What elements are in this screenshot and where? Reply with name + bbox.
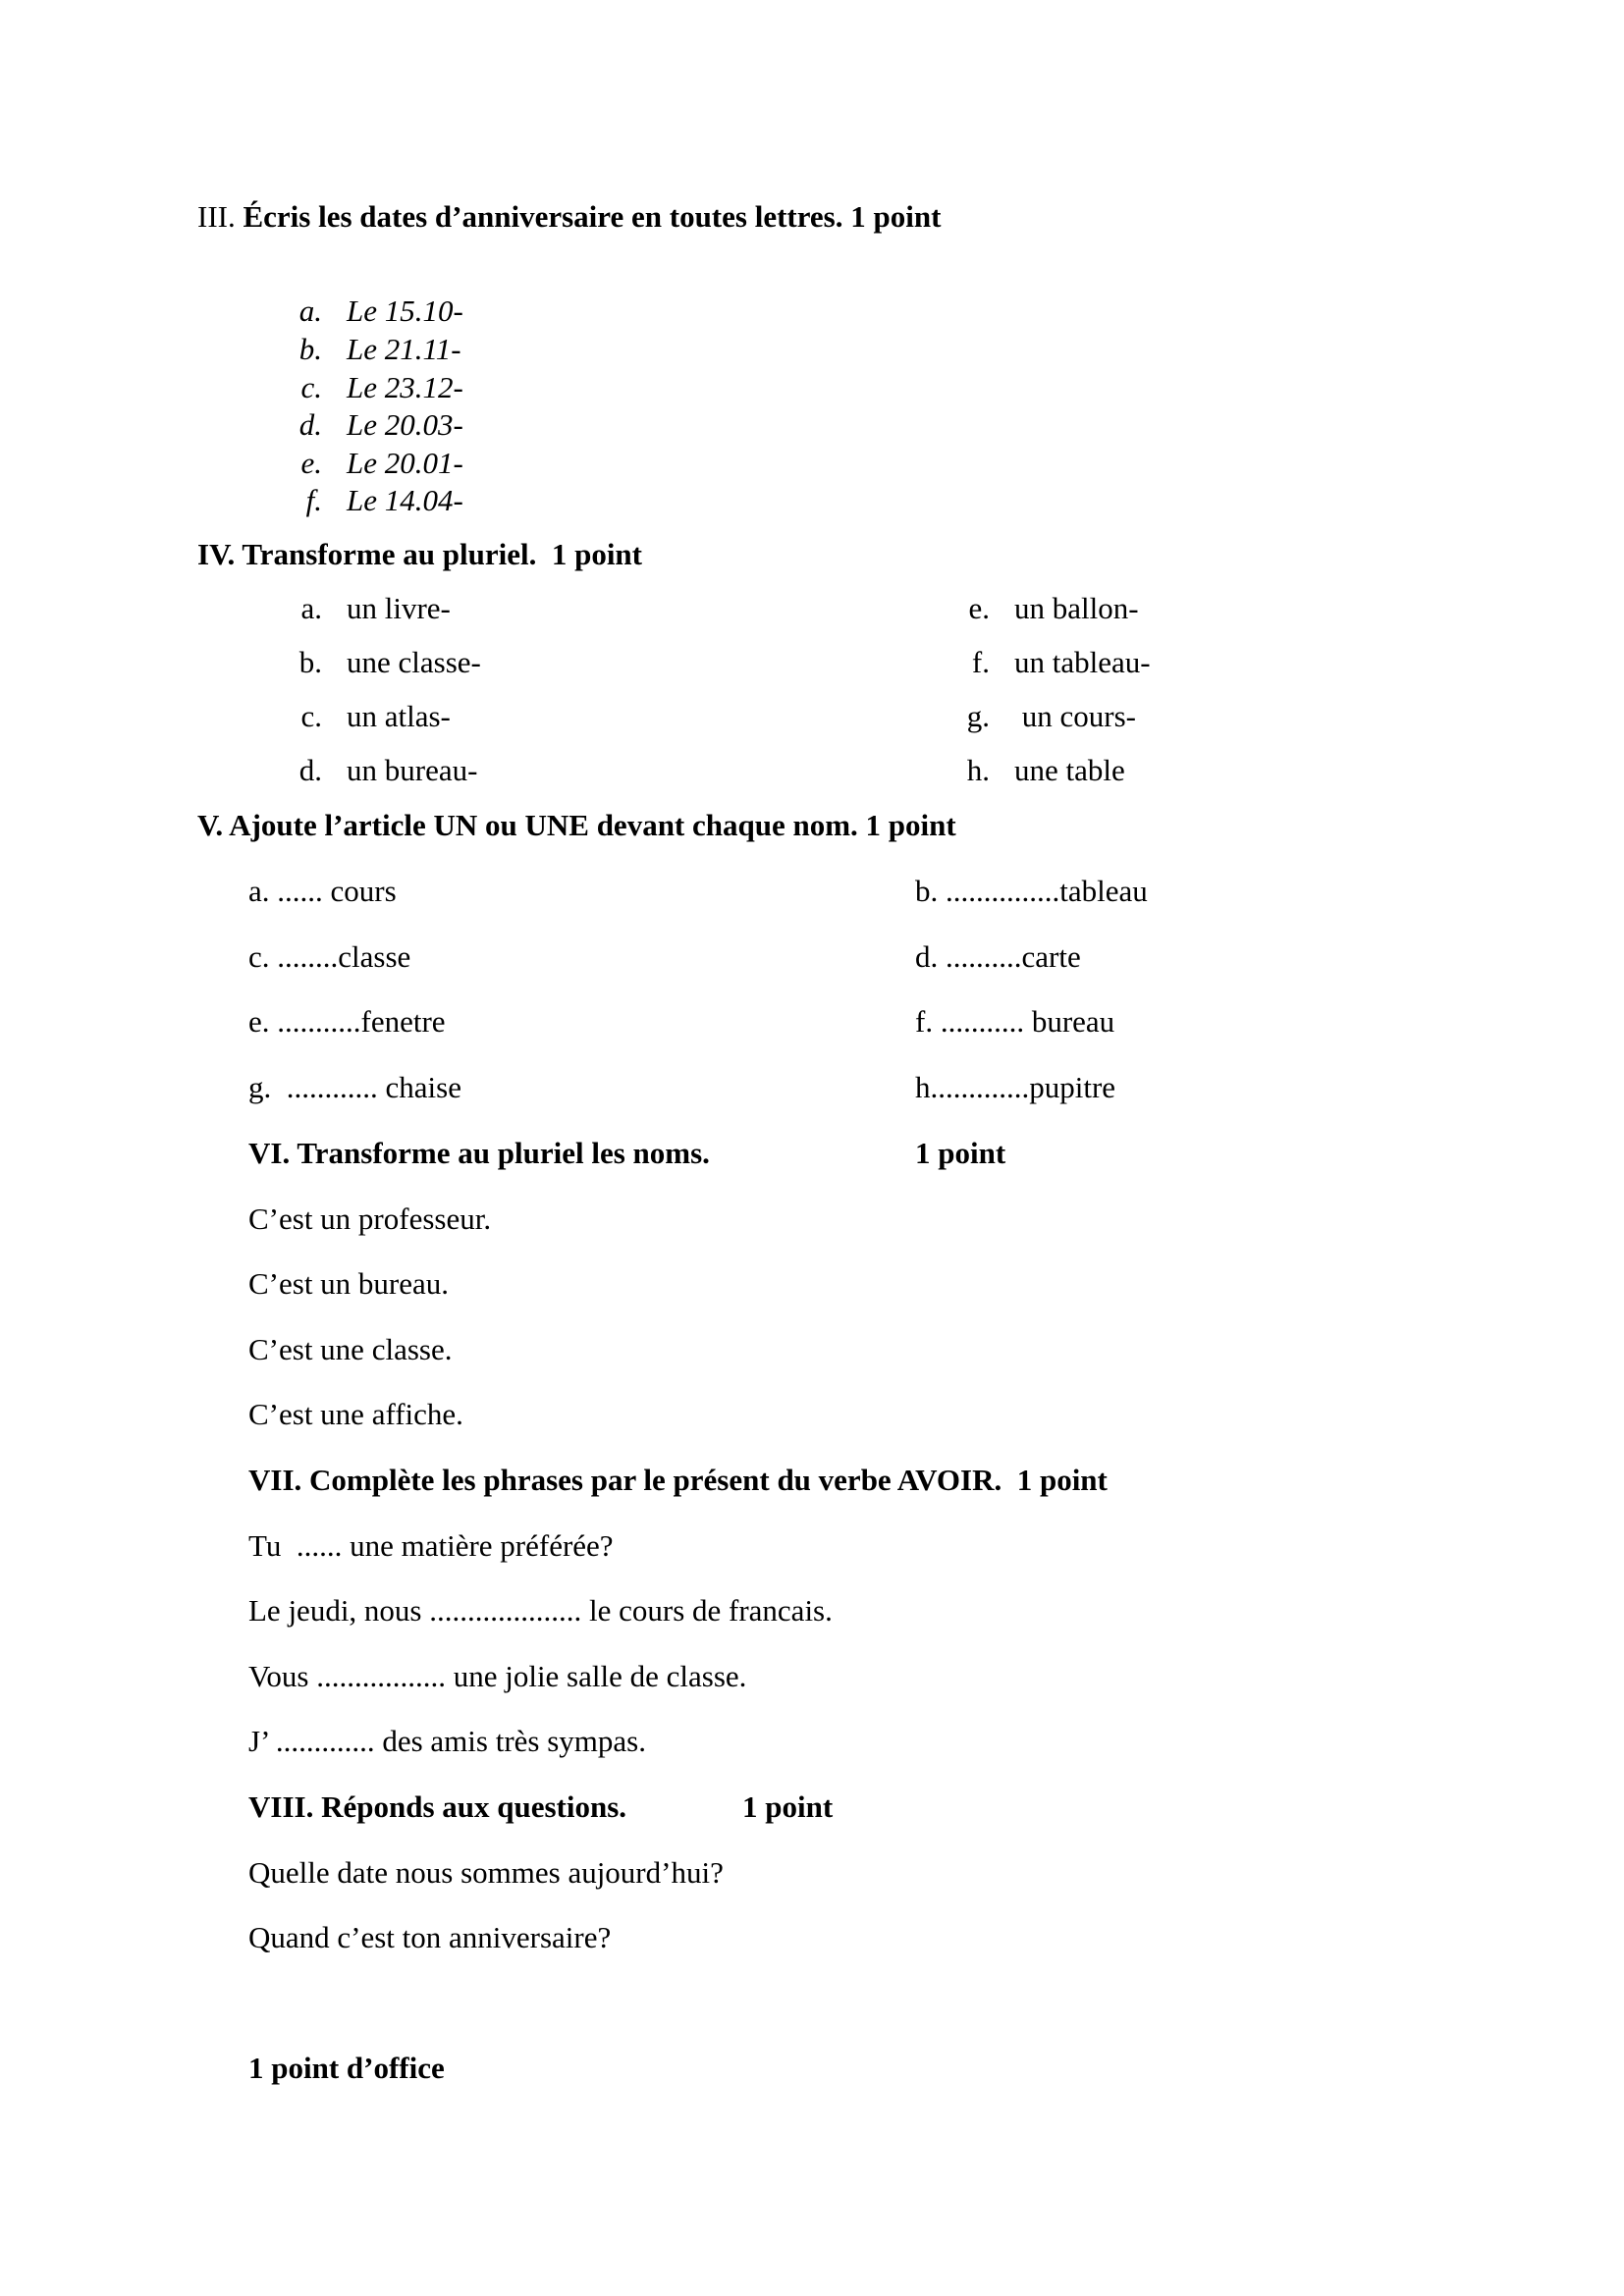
list-item-label: d. xyxy=(298,753,322,787)
section-3-title: Écris les dates d’anniversaire en toutes lettres. 1 point xyxy=(243,199,942,234)
list-item-text: un cours- xyxy=(1014,699,1136,733)
list-item-text: Le 20.01- xyxy=(347,446,463,480)
list-item-text: Le 20.03- xyxy=(347,407,463,442)
sentence-line: Le jeudi, nous .................... le cours de francais. xyxy=(248,1593,833,1628)
list-item-label: a. xyxy=(300,591,322,625)
sentence-line: C’est une affiche. xyxy=(248,1397,463,1431)
list-item-label: f. xyxy=(971,645,990,679)
fill-blank-item: h.............pupitre xyxy=(915,1070,1116,1104)
question-line: Quand c’est ton anniversaire? xyxy=(248,1920,612,1954)
fill-blank-item: g. ............ chaise xyxy=(248,1070,461,1104)
list-item-label: b. xyxy=(298,645,322,679)
list-item-label: f. xyxy=(305,483,322,517)
list-item-text: un ballon- xyxy=(1014,591,1139,625)
list-item-text: Le 23.12- xyxy=(347,370,463,404)
fill-blank-item: a. ...... cours xyxy=(248,874,397,908)
list-item-text: un bureau- xyxy=(347,753,478,787)
list-item-label: a. xyxy=(298,294,322,328)
section-3-heading xyxy=(197,201,941,232)
list-item-text: un atlas- xyxy=(347,699,451,733)
footer-bonus-point: 1 point d’office xyxy=(248,2051,445,2085)
list-item-text: un tableau- xyxy=(1014,645,1151,679)
list-item-label: d. xyxy=(298,407,322,442)
fill-blank-item: c. ........classe xyxy=(248,939,411,974)
list-item-text: Le 15.10- xyxy=(347,294,463,328)
sentence-line: Vous ................. une jolie salle de classe. xyxy=(248,1659,747,1693)
list-item-label: e. xyxy=(300,446,322,480)
list-item-text: une classe- xyxy=(347,645,481,679)
list-item-label: h. xyxy=(966,753,990,787)
question-line: Quelle date nous sommes aujourd’hui? xyxy=(248,1855,724,1890)
fill-blank-item: e. ...........fenetre xyxy=(248,1004,446,1039)
list-item-label: c. xyxy=(300,370,322,404)
section-8-points: 1 point xyxy=(742,1789,834,1824)
section-5-title: V. Ajoute l’article UN ou UNE devant chaque nom. 1 point xyxy=(197,808,956,842)
section-4-title: IV. Transforme au pluriel. 1 point xyxy=(197,537,642,571)
list-item-text: Le 14.04- xyxy=(347,483,463,517)
list-item-label: e. xyxy=(968,591,990,625)
sentence-line: J’ ............. des amis très sympas. xyxy=(248,1724,646,1758)
section-7-title: VII. Complète les phrases par le présent du verbe AVOIR. 1 point xyxy=(248,1463,1108,1497)
sentence-line: C’est un professeur. xyxy=(248,1201,492,1236)
section-6-points: 1 point xyxy=(915,1136,1006,1170)
list-item-text: un livre- xyxy=(347,591,451,625)
list-item-text: une table xyxy=(1014,753,1125,787)
section-8-title: VIII. Réponds aux questions. xyxy=(248,1789,627,1824)
section-6-title: VI. Transforme au pluriel les noms. xyxy=(248,1136,710,1170)
sentence-line: Tu ...... une matière préférée? xyxy=(248,1528,614,1563)
sentence-line: C’est une classe. xyxy=(248,1332,453,1366)
list-item-text: Le 21.11- xyxy=(347,332,461,366)
fill-blank-item: d. ..........carte xyxy=(915,939,1081,974)
section-3-number: III. xyxy=(197,199,236,234)
list-item-label: g. xyxy=(966,699,990,733)
list-item-label: c. xyxy=(300,699,322,733)
fill-blank-item: b. ...............tableau xyxy=(915,874,1148,908)
sentence-line: C’est un bureau. xyxy=(248,1266,450,1301)
list-item-label: b. xyxy=(298,332,322,366)
fill-blank-item: f. ........... bureau xyxy=(915,1004,1115,1039)
